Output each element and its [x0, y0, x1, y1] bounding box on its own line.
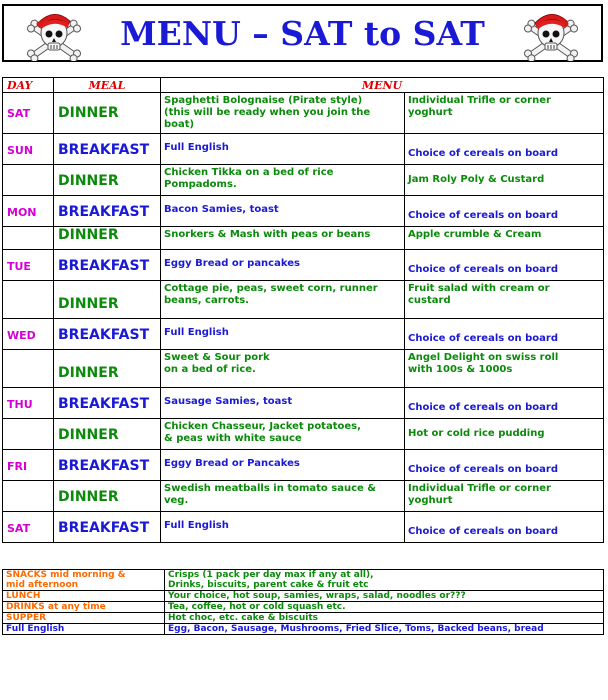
main-course-line: Cottage pie, peas, sweet corn, runner: [164, 283, 378, 294]
menu-row: [3, 388, 604, 419]
meal-cell: DINNER: [54, 419, 161, 450]
extras-value-line: Egg, Bacon, Sausage, Mushrooms, Fried Slice, Toms, Backed beans, bread: [168, 624, 544, 634]
main-course-cell: [161, 196, 405, 227]
meal-cell: DINNER: [54, 481, 161, 512]
main-course-cell: [161, 481, 405, 512]
extras-value: [165, 613, 604, 624]
meal-cell: DINNER: [54, 165, 161, 196]
extras-row: [3, 570, 604, 591]
dessert-cell: [405, 227, 604, 250]
day-cell: SAT: [3, 93, 54, 134]
extras-label: [3, 602, 165, 613]
menu-row: [3, 196, 604, 227]
menu-row: [3, 227, 604, 250]
main-course-line: Spaghetti Bolognaise (Pirate style): [164, 95, 363, 106]
extras-label-line: DRINKS at any time: [6, 602, 106, 612]
main-course-line: Full English: [164, 327, 229, 338]
extras-row: [3, 602, 604, 613]
extras-value-line: Crisps (1 pack per day max if any at all),: [168, 570, 374, 580]
menu-table-header: [3, 78, 604, 93]
dessert-cell: [405, 419, 604, 450]
main-course-line: Chicken Tikka on a bed of rice: [164, 167, 334, 178]
day-cell: [3, 227, 54, 250]
main-course-line: (this will be ready when you join the boat): [164, 107, 371, 130]
day-cell: WED: [3, 319, 54, 350]
dessert-line: Angel Delight on swiss roll: [408, 352, 559, 363]
dessert-cell: [405, 93, 604, 134]
main-course-line: Bacon Samies, toast: [164, 204, 279, 215]
extras-row: [3, 613, 604, 624]
menu-row: [3, 419, 604, 450]
day-cell: MON: [3, 196, 54, 227]
main-course-line: Pompadoms.: [164, 179, 237, 190]
menu-row: [3, 350, 604, 388]
extras-label-line: LUNCH: [6, 591, 41, 601]
extras-table: [2, 569, 604, 635]
meal-cell: DINNER: [54, 227, 161, 250]
main-course-line: Full English: [164, 520, 229, 531]
dessert-cell: [405, 165, 604, 196]
extras-row: [3, 591, 604, 602]
main-course-cell: [161, 450, 405, 481]
extras-value: [165, 602, 604, 613]
day-cell: TUE: [3, 250, 54, 281]
meal-cell: DINNER: [54, 281, 161, 319]
extras-label: [3, 570, 165, 591]
dessert-cell: [405, 134, 604, 165]
pirate-skull-crossbones-icon: [521, 9, 581, 61]
menu-table: [2, 77, 604, 543]
dessert-line: Choice of cereals on board: [408, 464, 559, 475]
day-cell: [3, 281, 54, 319]
meal-cell: BREAKFAST: [54, 134, 161, 165]
dessert-line: Choice of cereals on board: [408, 333, 559, 344]
extras-rows: [3, 570, 604, 635]
meal-cell: BREAKFAST: [54, 319, 161, 350]
dessert-cell: [405, 388, 604, 419]
dessert-line: Individual Trifle or corner: [408, 95, 551, 106]
dessert-cell: [405, 512, 604, 543]
main-course-cell: [161, 419, 405, 450]
main-course-line: Eggy Bread or pancakes: [164, 258, 300, 269]
dessert-line: Apple crumble & Cream: [408, 229, 542, 240]
main-course-cell: [161, 165, 405, 196]
extras-row: [3, 624, 604, 635]
menu-rows: [3, 93, 604, 543]
day-cell: [3, 350, 54, 388]
day-cell: [3, 481, 54, 512]
menu-row: [3, 450, 604, 481]
dessert-line: yoghurt: [408, 495, 453, 506]
extras-value: [165, 624, 604, 635]
main-course-line: Sausage Samies, toast: [164, 396, 293, 407]
main-course-line: veg.: [164, 495, 189, 506]
main-course-cell: [161, 350, 405, 388]
dessert-line: Choice of cereals on board: [408, 264, 559, 275]
dessert-line: Jam Roly Poly & Custard: [408, 174, 545, 185]
menu-row: [3, 281, 604, 319]
dessert-line: Choice of cereals on board: [408, 402, 559, 413]
dessert-cell: [405, 196, 604, 227]
dessert-cell: [405, 350, 604, 388]
day-cell: [3, 419, 54, 450]
dessert-cell: [405, 481, 604, 512]
dessert-cell: [405, 250, 604, 281]
pirate-skull-crossbones-icon: [24, 9, 84, 61]
extras-value: [165, 591, 604, 602]
menu-column-header: MENU: [161, 78, 604, 93]
extras-label: [3, 613, 165, 624]
menu-row: [3, 481, 604, 512]
main-course-line: on a bed of rice.: [164, 364, 256, 375]
dessert-cell: [405, 450, 604, 481]
main-course-cell: [161, 227, 405, 250]
main-course-line: Full English: [164, 142, 229, 153]
extras-label-line: Full English: [6, 624, 65, 634]
extras-label-line: SNACKS mid morning &: [6, 570, 126, 580]
meal-column-header: MEAL: [54, 78, 161, 93]
day-cell: THU: [3, 388, 54, 419]
main-course-cell: [161, 250, 405, 281]
dessert-line: Hot or cold rice pudding: [408, 428, 545, 439]
dessert-line: Individual Trifle or corner: [408, 483, 551, 494]
dessert-line: Fruit salad with cream or: [408, 283, 550, 294]
meal-cell: BREAKFAST: [54, 250, 161, 281]
day-cell: [3, 165, 54, 196]
dessert-line: yoghurt: [408, 107, 453, 118]
menu-title: MENU – SAT to SAT: [120, 13, 485, 53]
extras-value-line: Your choice, hot soup, samies, wraps, salad, noodles or???: [168, 591, 466, 601]
main-course-line: beans, carrots.: [164, 295, 249, 306]
main-course-line: Eggy Bread or Pancakes: [164, 458, 300, 469]
extras-value: [165, 570, 604, 591]
main-course-cell: [161, 134, 405, 165]
main-course-cell: [161, 93, 405, 134]
extras-value-line: Tea, coffee, hot or cold squash etc.: [168, 602, 346, 612]
meal-cell: BREAKFAST: [54, 196, 161, 227]
main-course-cell: [161, 512, 405, 543]
dessert-cell: [405, 319, 604, 350]
extras-value-line: Drinks, biscuits, parent cake & fruit etc: [168, 580, 369, 590]
main-course-cell: [161, 281, 405, 319]
extras-label-line: SUPPER: [6, 613, 47, 623]
main-course-line: & peas with white sauce: [164, 433, 302, 444]
day-cell: SAT: [3, 512, 54, 543]
main-course-line: Swedish meatballs in tomato sauce &: [164, 483, 376, 494]
meal-cell: DINNER: [54, 93, 161, 134]
dessert-line: custard: [408, 295, 451, 306]
meal-cell: BREAKFAST: [54, 512, 161, 543]
extras-label-line: mid afternoon: [6, 580, 79, 590]
menu-row: [3, 512, 604, 543]
menu-row: [3, 134, 604, 165]
dessert-line: Choice of cereals on board: [408, 526, 559, 537]
main-course-line: Sweet & Sour pork: [164, 352, 270, 363]
extras-value-line: Hot choc, etc. cake & biscuits: [168, 613, 318, 623]
meal-cell: BREAKFAST: [54, 388, 161, 419]
meal-cell: BREAKFAST: [54, 450, 161, 481]
main-course-cell: [161, 388, 405, 419]
menu-header: [2, 4, 603, 62]
main-course-line: Snorkers & Mash with peas or beans: [164, 229, 371, 240]
day-cell: SUN: [3, 134, 54, 165]
menu-row: [3, 250, 604, 281]
dessert-line: Choice of cereals on board: [408, 148, 559, 159]
dessert-line: with 100s & 1000s: [408, 364, 513, 375]
day-column-header: DAY: [3, 78, 54, 93]
dessert-cell: [405, 281, 604, 319]
menu-row: [3, 319, 604, 350]
menu-row: [3, 93, 604, 134]
day-cell: FRI: [3, 450, 54, 481]
main-course-line: Chicken Chasseur, Jacket potatoes,: [164, 421, 361, 432]
extras-label: [3, 591, 165, 602]
dessert-line: Choice of cereals on board: [408, 210, 559, 221]
meal-cell: DINNER: [54, 350, 161, 388]
menu-row: [3, 165, 604, 196]
main-course-cell: [161, 319, 405, 350]
extras-label: [3, 624, 165, 635]
